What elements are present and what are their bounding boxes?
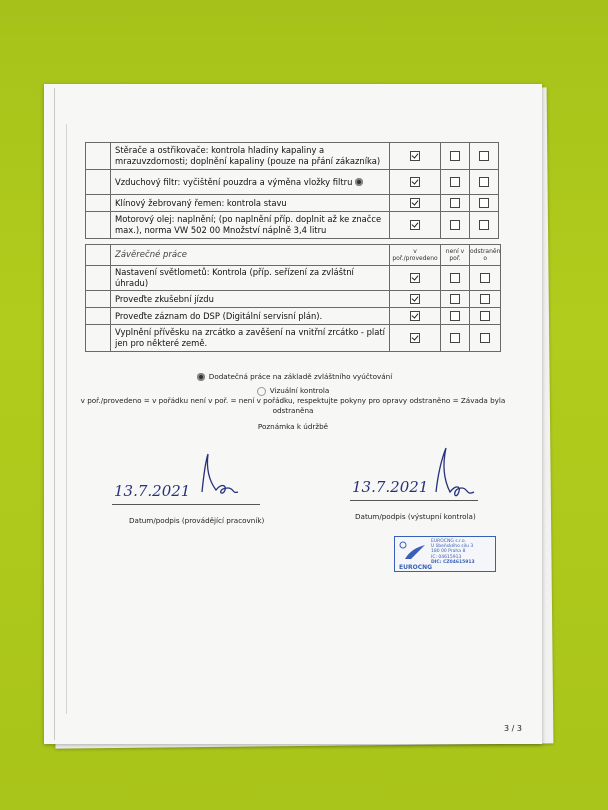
stamp-street: U libeňského silu 3 <box>431 544 474 550</box>
not-ok-checkbox[interactable] <box>450 333 460 343</box>
stamp-ic: IC: 04615913 <box>431 554 462 560</box>
left-signature-line <box>112 504 260 505</box>
checkbox-cell <box>390 291 441 308</box>
not-ok-checkbox[interactable] <box>450 177 460 187</box>
legend-line1: v poř./provedeno = v pořádku není v poř. = není v pořádku, respektujte pokyny pro opravy odstraněno = Závada byla <box>80 396 506 405</box>
not-ok-checkbox[interactable] <box>450 151 460 161</box>
checkbox-cell <box>441 170 470 195</box>
checkbox-cell <box>390 266 441 291</box>
maintenance-row <box>86 195 499 212</box>
checkbox-cell <box>470 291 501 308</box>
task-label: Stěrače a ostřikovače: kontrola hladiny kapaliny a mrazuvzdornosti; doplnění kapaliny (pouze na přání zákazníka) <box>115 145 381 166</box>
not-ok-checkbox[interactable] <box>450 273 460 283</box>
fixed-checkbox[interactable] <box>479 220 489 230</box>
row-spacer <box>86 212 111 239</box>
final-row <box>86 325 501 352</box>
fixed-checkbox[interactable] <box>480 273 490 283</box>
page-number: 3 / 3 <box>504 724 522 733</box>
final-task-text <box>111 266 390 291</box>
bird-logo-icon <box>397 539 427 567</box>
checkbox-cell <box>390 325 441 352</box>
maintenance-task-text <box>111 170 390 195</box>
row-spacer <box>86 291 111 308</box>
extra-work-icon <box>355 178 363 186</box>
task-label: Vzduchový filtr: vyčištění pouzdra a výměna vložky filtru <box>115 176 353 187</box>
row-spacer <box>86 170 111 195</box>
maintenance-row <box>86 170 499 195</box>
checkbox-cell <box>470 325 501 352</box>
done-checkbox[interactable] <box>410 273 420 283</box>
stamp-company: EUROCNG s.r.o. <box>431 539 466 544</box>
final-title: Závěrečné práce <box>111 245 390 266</box>
checkbox-cell <box>470 212 499 239</box>
row-spacer <box>86 143 111 170</box>
stamp-dic: DIC: CZ04615913 <box>431 559 475 565</box>
checkbox-cell <box>441 212 470 239</box>
fixed-checkbox[interactable] <box>480 294 490 304</box>
visual-check-icon <box>257 387 266 396</box>
right-signature-line <box>350 500 478 501</box>
legend-visual-line <box>44 386 542 396</box>
checkbox-cell <box>441 266 470 291</box>
final-task-text <box>111 325 390 352</box>
checkbox-cell <box>470 195 499 212</box>
task-label: Nastavení světlometů: Kontrola (příp. seřízení za zvláštní úhradu) <box>115 267 354 288</box>
stamp-city: 180 00 Praha 8 <box>431 549 466 555</box>
right-date-handwritten: 13.7.2021 <box>352 478 429 496</box>
legend-extra-line <box>44 372 542 381</box>
maintenance-row <box>86 143 499 170</box>
checkbox-cell <box>441 143 470 170</box>
not-ok-checkbox[interactable] <box>450 198 460 208</box>
checkbox-cell <box>390 195 441 212</box>
checkbox-cell <box>470 170 499 195</box>
task-label: Vyplnění přívěsku na zrcátko a zavěšení na vnitřní zrcátko - platí jen pro některé země. <box>115 327 385 348</box>
done-checkbox[interactable] <box>410 177 420 187</box>
task-label: Motorový olej: naplnění; (po naplnění příp. doplnit až ke značce max.), norma VW 502 00 Množství náplně 3,4 litru <box>115 214 382 235</box>
maintenance-task-text <box>111 195 390 212</box>
maintenance-task-text <box>111 212 390 239</box>
col-fixed-header: odstraněn o <box>470 245 501 266</box>
done-checkbox[interactable] <box>410 294 420 304</box>
done-checkbox[interactable] <box>410 311 420 321</box>
checkbox-cell <box>470 308 501 325</box>
not-ok-checkbox[interactable] <box>450 311 460 321</box>
left-signature-label: Datum/podpis (provádějící pracovník) <box>129 516 265 525</box>
fixed-checkbox[interactable] <box>479 151 489 161</box>
maintenance-task-text <box>111 143 390 170</box>
maintenance-note-label: Poznámka k údržbě <box>257 422 329 431</box>
task-label: Klínový žebrovaný řemen: kontrola stavu <box>115 197 287 208</box>
maintenance-table <box>85 142 499 239</box>
checkbox-cell <box>470 143 499 170</box>
checkbox-cell <box>441 195 470 212</box>
document-page <box>44 84 542 744</box>
task-label: Proveďte záznam do DSP (Digitální servisní plán). <box>115 310 323 321</box>
done-checkbox[interactable] <box>410 198 420 208</box>
left-date-handwritten: 13.7.2021 <box>114 482 191 500</box>
final-row <box>86 266 501 291</box>
fixed-checkbox[interactable] <box>479 177 489 187</box>
checkbox-cell <box>390 308 441 325</box>
col-notok-header: není v poř. <box>441 245 470 266</box>
checkbox-cell <box>390 170 441 195</box>
final-row <box>86 291 501 308</box>
inner-margin <box>66 124 67 714</box>
final-task-text <box>111 291 390 308</box>
not-ok-checkbox[interactable] <box>450 294 460 304</box>
row-spacer <box>86 325 111 352</box>
checkbox-cell <box>441 308 470 325</box>
done-checkbox[interactable] <box>410 220 420 230</box>
legend-visual-text: Vizuální kontrola <box>269 386 330 395</box>
legend-line2: odstraněna <box>272 406 314 415</box>
left-signature <box>194 452 244 502</box>
fixed-checkbox[interactable] <box>479 198 489 208</box>
not-ok-checkbox[interactable] <box>450 220 460 230</box>
final-task-text <box>111 308 390 325</box>
done-checkbox[interactable] <box>410 333 420 343</box>
maintenance-row <box>86 212 499 239</box>
task-label: Proveďte zkušební jízdu <box>115 293 214 304</box>
fixed-checkbox[interactable] <box>480 311 490 321</box>
extra-work-icon <box>197 373 205 381</box>
checkbox-cell <box>441 325 470 352</box>
row-spacer <box>86 195 111 212</box>
checkbox-cell <box>390 143 441 170</box>
right-signature-label: Datum/podpis (výstupní kontrola) <box>355 512 476 521</box>
stamp-brand: EUROCNG <box>399 563 433 571</box>
right-signature <box>430 446 480 502</box>
checkbox-cell <box>390 212 441 239</box>
company-stamp <box>394 536 496 572</box>
final-header-row <box>86 245 501 266</box>
checkbox-cell <box>441 291 470 308</box>
fixed-checkbox[interactable] <box>480 333 490 343</box>
final-row <box>86 308 501 325</box>
done-checkbox[interactable] <box>410 151 420 161</box>
row-spacer <box>86 266 111 291</box>
checkbox-cell <box>470 266 501 291</box>
legend-extra-text: Dodatečná práce na základě zvláštního vyúčtování <box>208 372 393 381</box>
stamp-address <box>431 539 475 565</box>
col-done-header: v poř./provedeno <box>390 245 441 266</box>
row-spacer <box>86 308 111 325</box>
final-works-table <box>85 244 501 352</box>
